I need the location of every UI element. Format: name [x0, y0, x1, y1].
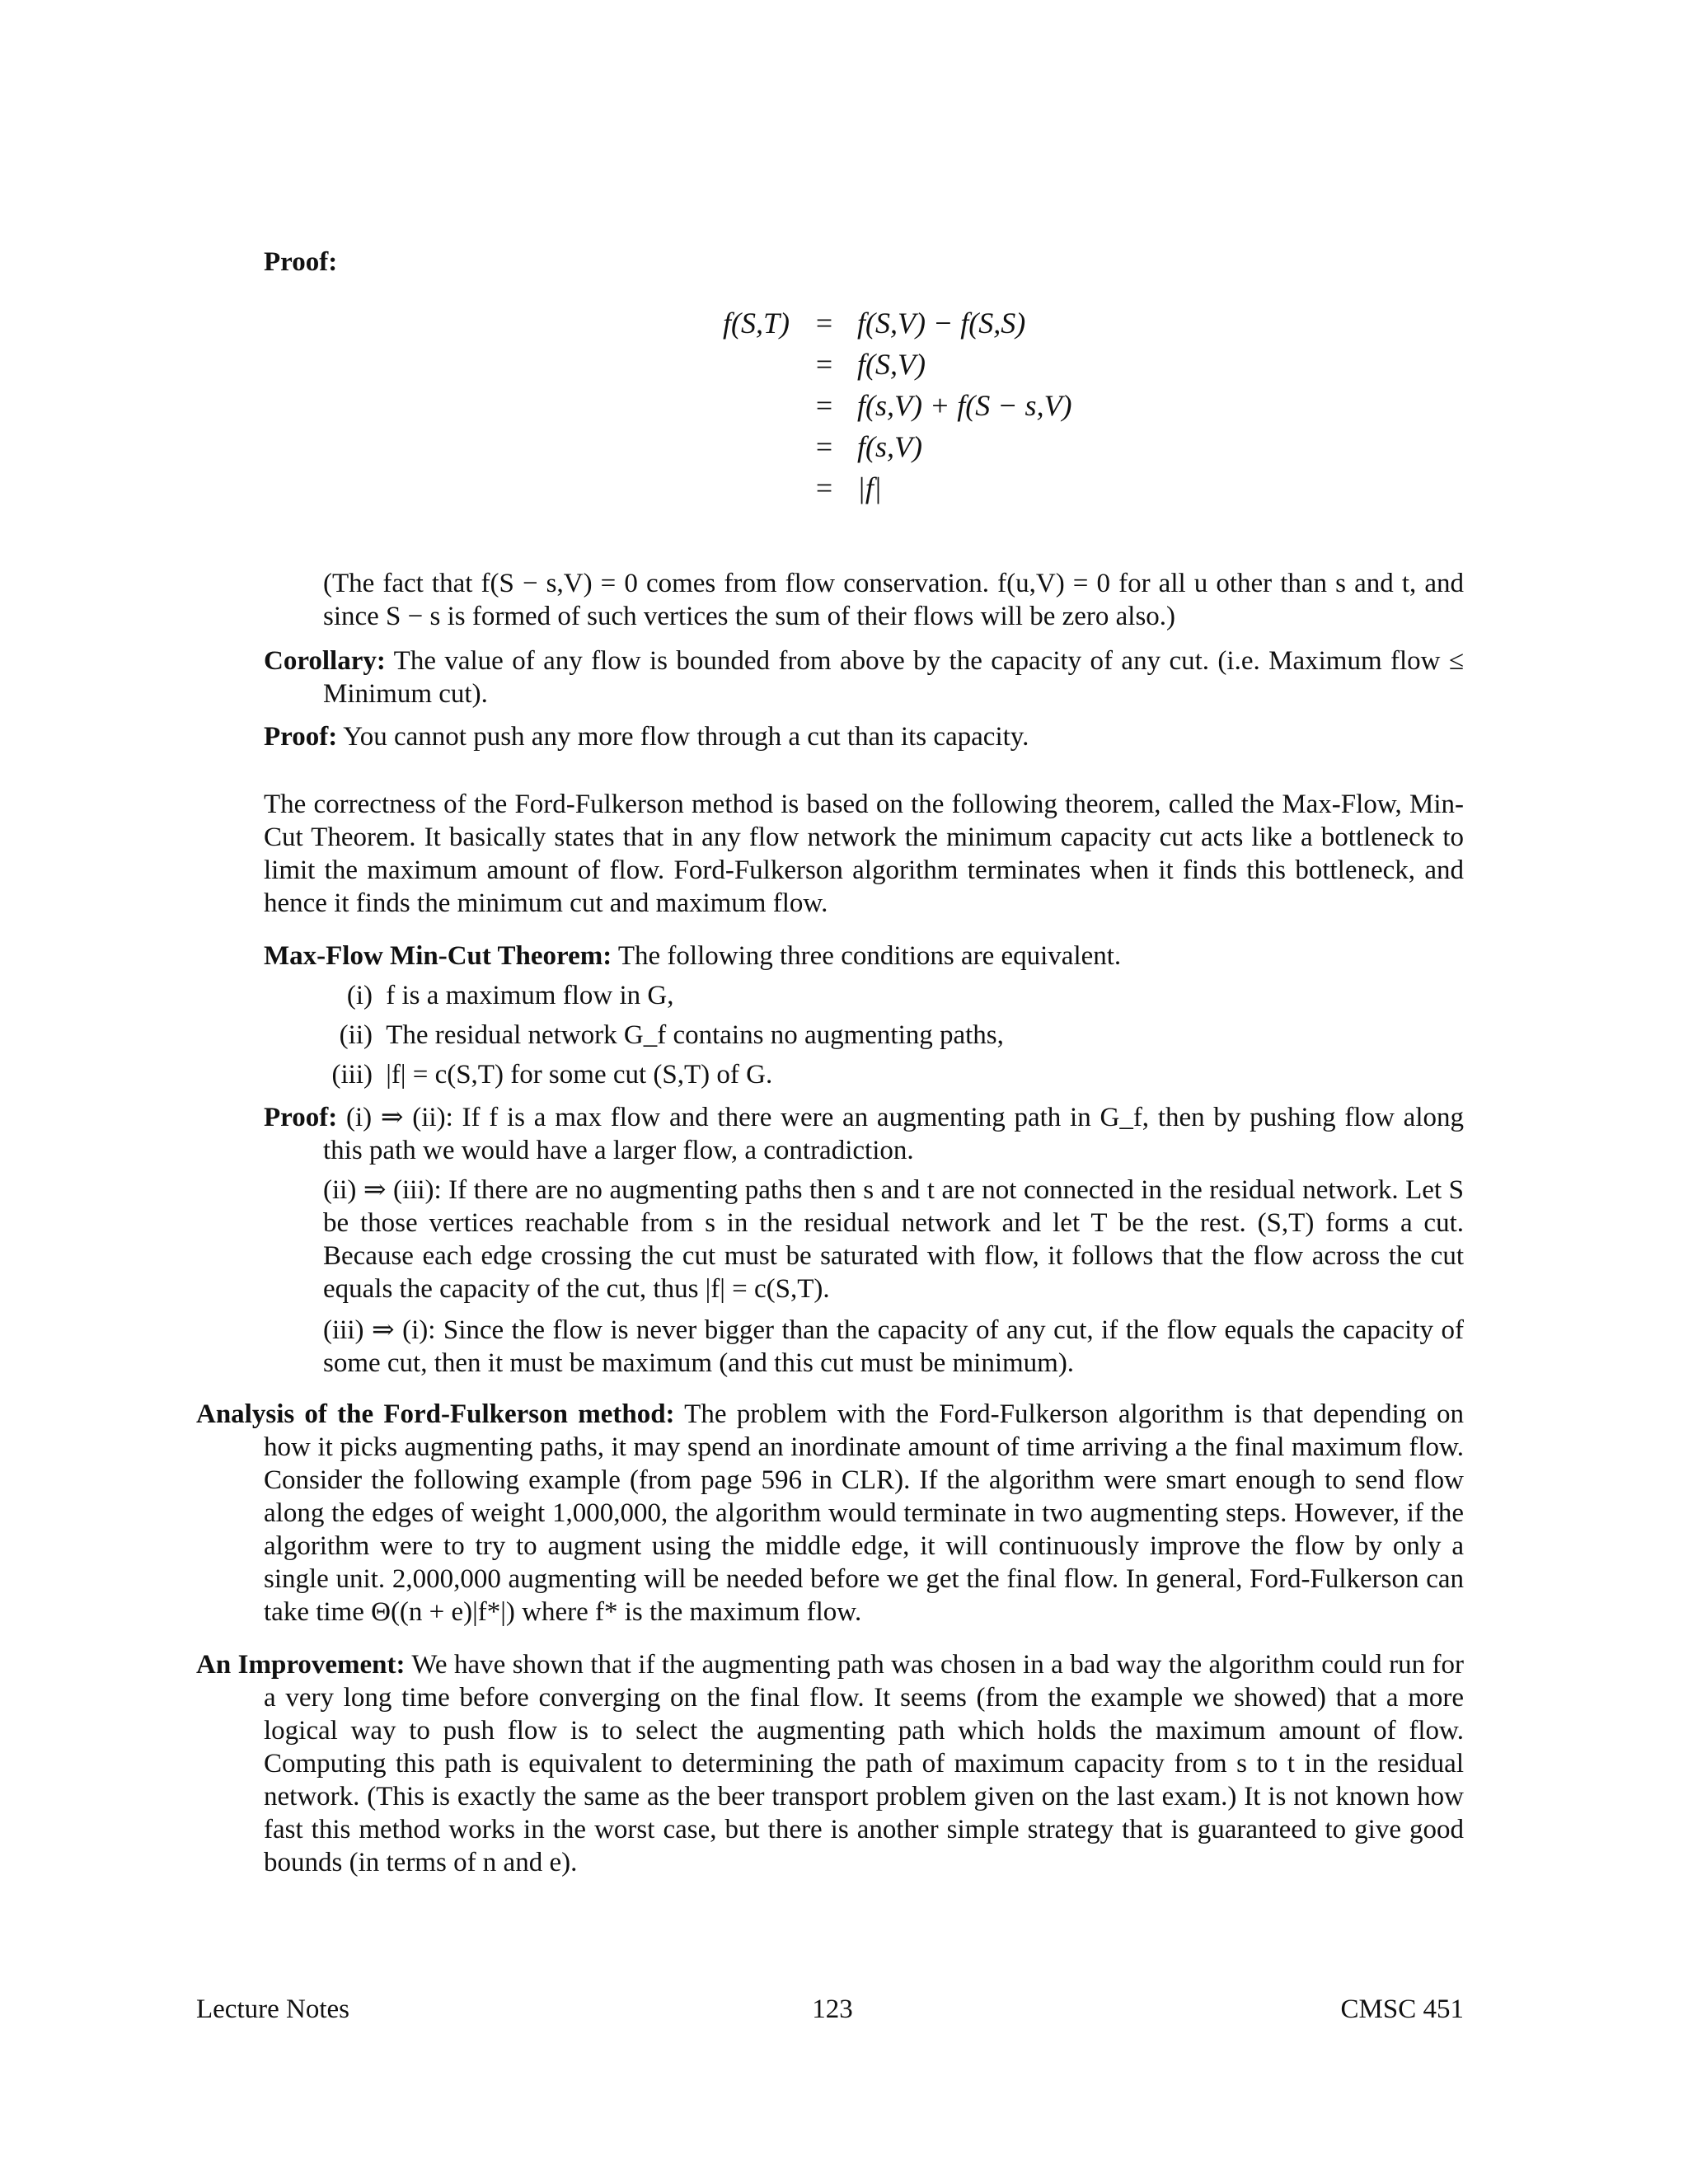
- equation-op: =: [815, 307, 833, 340]
- analysis-text: The problem with the Ford-Fulkerson algorithm is that depending on how it picks augmenting paths, it may spend an inordinate amount of time arriving a the final maximum flow. Consider the following example (from page 596 in CLR). If the algorithm were smart enough to send flow along the edges of weight 1,000,000, the algorithm would terminate in two augmenting steps. However, if the algorithm were to try to augment using the middle edge, it will continuously improve the flow by only a single unit. 2,000,000 augmenting will be needed before we get the final flow. In general, Ford-Fulkerson can take time Θ((n + e)|f*|) where f* is the maximum flow.: [264, 1399, 1464, 1627]
- theorem-item-text: The residual network G_f contains no augmenting paths,: [386, 1020, 1004, 1050]
- theorem-item-text: |f| = c(S,T) for some cut (S,T) of G.: [386, 1060, 773, 1090]
- theorem-item: [323, 1019, 1395, 1052]
- equation-row: f(S,V) − f(S,S): [857, 307, 1026, 340]
- improvement-text: We have shown that if the augmenting path was chosen in a bad way the algorithm could run for a very long time before converging on the final flow. It seems (from the example we showed) that a more logical way to push flow is to select the augmenting path which holds the maximum amount of flow. Computing this path is equivalent to determining the path of maximum capacity from s to t in the residual network. (This is exactly the same as the beer transport problem given on the last exam.) It is not known how fast this method works in the worst case, but there is another simple strategy that is guaranteed to give good bounds (in terms of n and e).: [264, 1650, 1464, 1877]
- intro-paragraph: The correctness of the Ford-Fulkerson method is based on the following theorem, called the Max-Flow, Min-Cut Theorem. It basically states that in any flow network the minimum capacity cut acts like a bottleneck to limit the maximum amount of flow. Ford-Fulkerson algorithm terminates when it finds this bottleneck, and hence it finds the minimum cut and maximum flow.: [264, 790, 1464, 918]
- theorem-item-num: (iii): [331, 1060, 373, 1090]
- corollary-proof: [264, 720, 1464, 753]
- analysis-paragraph: [196, 1398, 1464, 1629]
- corollary-proof-label: Proof:: [264, 722, 338, 752]
- theorem-item-num: (i): [346, 981, 373, 1010]
- theorem-proof-label: Proof:: [264, 1103, 338, 1132]
- equation-op: =: [815, 348, 833, 381]
- footer-right: CMSC 451: [1340, 1994, 1464, 2024]
- equation-op: =: [815, 389, 833, 422]
- corollary-proof-text: You cannot push any more flow through a cut than its capacity.: [343, 722, 1029, 752]
- theorem-proof-p3: (iii) ⇒ (i): Since the flow is never bigger than the capacity of any cut, if the flow equals the capacity of some cut, then it must be maximum (and this cut must be minimum).: [323, 1315, 1464, 1378]
- improvement-label: An Improvement:: [196, 1650, 406, 1680]
- corollary-label: Corollary:: [264, 646, 386, 676]
- theorem-proof-p2: (ii) ⇒ (iii): If there are no augmenting paths then s and t are not connected in the residual network. Let S be those vertices reachable from s in the residual network and let T be the rest. (S,T) forms a cut. Because each edge crossing the cut must be saturated with flow, it follows that the flow across the cut equals the capacity of the cut, thus |f| = c(S,T).: [323, 1175, 1464, 1304]
- footer-left: Lecture Notes: [196, 1994, 349, 2024]
- equation-row: f(s,V) + f(S − s,V): [857, 389, 1072, 422]
- theorem-text: The following three conditions are equivalent.: [617, 941, 1122, 971]
- flow-conservation-note: (The fact that f(S − s,V) = 0 comes from flow conservation. f(u,V) = 0 for all u other than s and t, and since S − s is formed of such vertices the sum of their flows will be zero also.): [323, 569, 1464, 631]
- theorem: [264, 940, 1464, 972]
- theorem-item-num: (ii): [339, 1020, 373, 1050]
- corollary-text: The value of any flow is bounded from above by the capacity of any cut. (i.e. Maximum flow ≤ Minimum cut).: [323, 646, 1464, 709]
- equation-lhs: f(S,T): [723, 307, 790, 340]
- theorem-proof-p1: [264, 1101, 1464, 1167]
- equation-op: =: [815, 430, 833, 463]
- corollary: [264, 644, 1464, 710]
- theorem-item-text: f is a maximum flow in G,: [386, 981, 674, 1010]
- theorem-proof-text: (i) ⇒ (ii): If f is a max flow and there were an augmenting path in G_f, then by pushing flow along this path we would have a larger flow, a contradiction.: [323, 1103, 1464, 1165]
- theorem-item: [323, 979, 1395, 1012]
- equation-op: =: [815, 471, 833, 504]
- page-number: 123: [812, 1994, 853, 2024]
- proof-heading: Proof:: [264, 247, 338, 277]
- theorem-item: [323, 1058, 1395, 1091]
- equation-row: f(s,V): [857, 430, 922, 463]
- analysis-label: Analysis of the Ford-Fulkerson method:: [196, 1399, 675, 1429]
- improvement-paragraph: [196, 1648, 1464, 1879]
- equation-row: |f|: [857, 471, 882, 504]
- theorem-label: Max-Flow Min-Cut Theorem:: [264, 941, 612, 971]
- equation-row: f(S,V): [857, 348, 926, 381]
